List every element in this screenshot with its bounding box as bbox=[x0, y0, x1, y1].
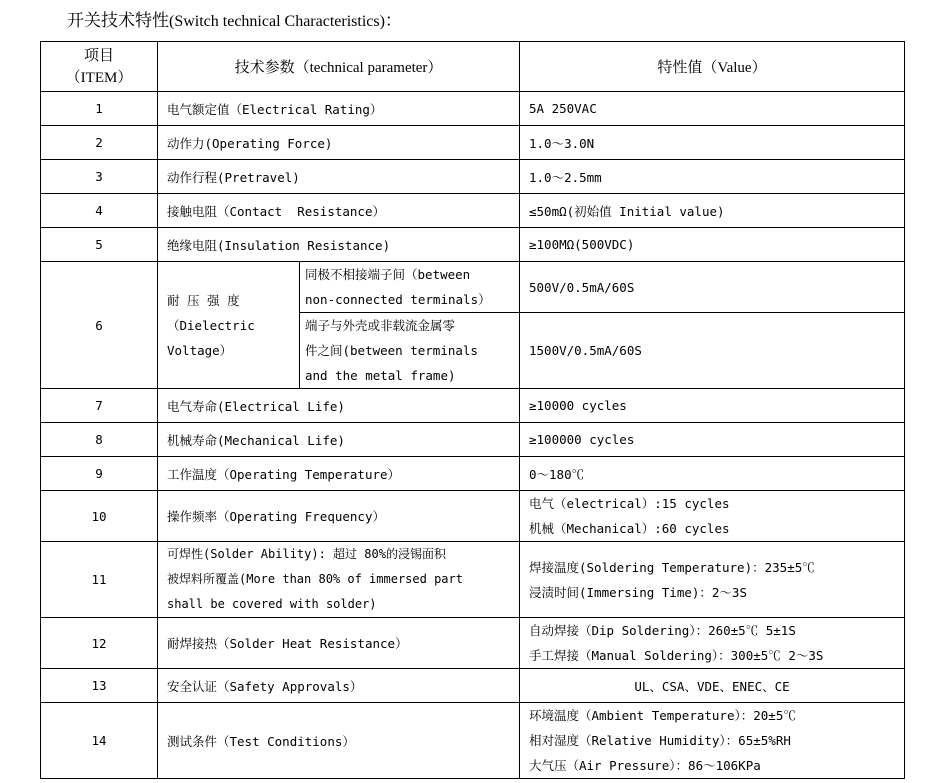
table-row bbox=[41, 618, 905, 669]
header-value: 特性值（Value） bbox=[520, 42, 905, 92]
param-cell: 测试条件（Test Conditions） bbox=[158, 703, 520, 779]
table-row bbox=[41, 669, 905, 703]
item-cell: 4 bbox=[41, 194, 158, 228]
table-row bbox=[41, 194, 905, 228]
value-cell: 500V/0.5mA/60S bbox=[520, 262, 905, 313]
value-cell: 焊接温度(Soldering Temperature)：235±5℃ 浸渍时间(Immersing Time)：2～3S bbox=[520, 542, 905, 618]
header-item: 项目 （ITEM） bbox=[41, 42, 158, 92]
param-cell: 耐焊接热（Solder Heat Resistance） bbox=[158, 618, 520, 669]
item-cell: 3 bbox=[41, 160, 158, 194]
value-cell: 自动焊接（Dip Soldering）：260±5℃ 5±1S 手工焊接（Manual Soldering）：300±5℃ 2～3S bbox=[520, 618, 905, 669]
table-row bbox=[41, 423, 905, 457]
table-row bbox=[41, 457, 905, 491]
item-cell: 8 bbox=[41, 423, 158, 457]
title-en: (Switch technical Characteristics) bbox=[169, 13, 385, 30]
item-cell: 2 bbox=[41, 126, 158, 160]
param-cell: 绝缘电阻(Insulation Resistance) bbox=[158, 228, 520, 262]
table-row bbox=[41, 92, 905, 126]
value-cell: 5A 250VAC bbox=[520, 92, 905, 126]
value-cell: ≥100000 cycles bbox=[520, 423, 905, 457]
table-row bbox=[41, 491, 905, 542]
value-cell: 0～180℃ bbox=[520, 457, 905, 491]
value-cell: 1500V/0.5mA/60S bbox=[520, 313, 905, 389]
table-row bbox=[41, 228, 905, 262]
item-cell: 1 bbox=[41, 92, 158, 126]
table-header-row bbox=[41, 42, 905, 92]
value-cell: UL、CSA、VDE、ENEC、CE bbox=[520, 669, 905, 703]
value-cell: ≥10000 cycles bbox=[520, 389, 905, 423]
characteristics-table bbox=[40, 41, 905, 779]
item-cell: 13 bbox=[41, 669, 158, 703]
param-cell: 操作频率（Operating Frequency） bbox=[158, 491, 520, 542]
param-cell: 机械寿命(Mechanical Life) bbox=[158, 423, 520, 457]
value-cell: ≥100MΩ(500VDC) bbox=[520, 228, 905, 262]
param-cell: 电气寿命(Electrical Life) bbox=[158, 389, 520, 423]
item-cell: 9 bbox=[41, 457, 158, 491]
param-cell: 安全认证（Safety Approvals） bbox=[158, 669, 520, 703]
value-cell: 环境温度（Ambient Temperature）：20±5℃ 相对湿度（Relative Humidity）：65±5%RH 大气压（Air Pressure）：86～106KPa bbox=[520, 703, 905, 779]
table-row bbox=[41, 160, 905, 194]
param-cell: 工作温度（Operating Temperature） bbox=[158, 457, 520, 491]
item-cell: 7 bbox=[41, 389, 158, 423]
table-row bbox=[41, 389, 905, 423]
item-cell: 11 bbox=[41, 542, 158, 618]
item-cell: 5 bbox=[41, 228, 158, 262]
param-cell: 电气额定值（Electrical Rating） bbox=[158, 92, 520, 126]
value-cell: 1.0～3.0N bbox=[520, 126, 905, 160]
value-cell: 电气（electrical）:15 cycles 机械（Mechanical）:60 cycles bbox=[520, 491, 905, 542]
sub-param-cell: 端子与外壳或非载流金属零 件之间(between terminals and the metal frame) bbox=[300, 313, 520, 389]
param-cell: 可焊性(Solder Ability): 超过 80%的浸锡面积 被焊料所覆盖(More than 80% of immersed part shall be covered with solder) bbox=[158, 542, 520, 618]
param-cell: 动作行程(Pretravel) bbox=[158, 160, 520, 194]
table-row bbox=[41, 542, 905, 618]
title-colon: ： bbox=[384, 11, 402, 31]
item-cell: 14 bbox=[41, 703, 158, 779]
param-cell: 耐 压 强 度 （Dielectric Voltage） bbox=[158, 262, 300, 389]
sub-param-cell: 同极不相接端子间（between non-connected terminals） bbox=[300, 262, 520, 313]
page-title bbox=[67, 6, 402, 31]
item-cell: 6 bbox=[41, 262, 158, 389]
value-cell: ≤50mΩ(初始值 Initial value) bbox=[520, 194, 905, 228]
table-row bbox=[41, 126, 905, 160]
param-cell: 接触电阻（Contact Resistance） bbox=[158, 194, 520, 228]
param-cell: 动作力(Operating Force) bbox=[158, 126, 520, 160]
title-cn: 开关技术特性 bbox=[67, 11, 169, 31]
value-cell: 1.0～2.5mm bbox=[520, 160, 905, 194]
header-param: 技术参数（technical parameter） bbox=[158, 42, 520, 92]
table-row bbox=[41, 703, 905, 779]
item-cell: 10 bbox=[41, 491, 158, 542]
item-cell: 12 bbox=[41, 618, 158, 669]
table-row bbox=[41, 262, 905, 313]
